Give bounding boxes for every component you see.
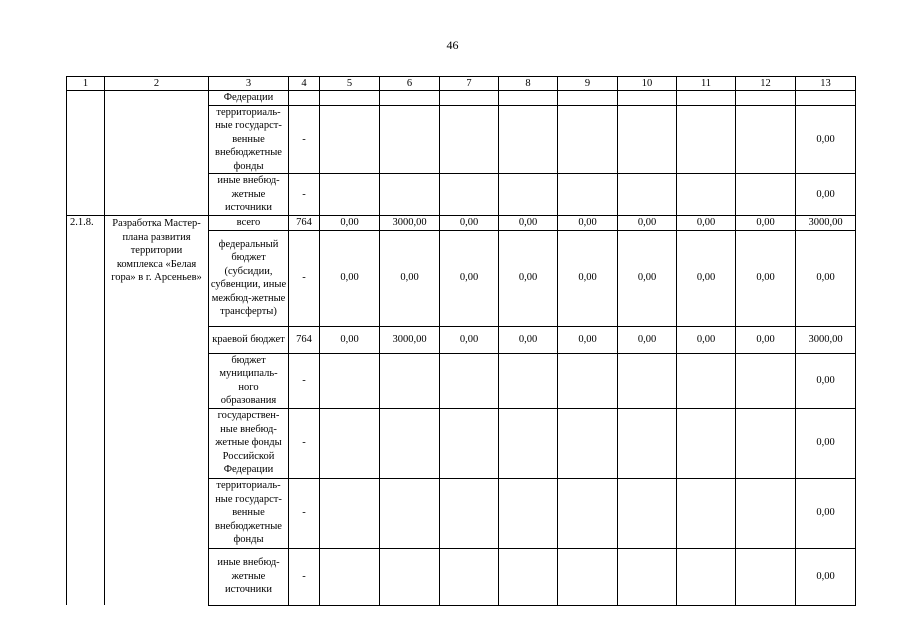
value-cell: 3000,00	[796, 326, 856, 353]
value-cell: 0,00	[796, 105, 856, 174]
column-header: 7	[440, 77, 499, 91]
value-cell: -	[289, 174, 320, 216]
name-cell-empty	[105, 91, 209, 216]
value-cell	[380, 174, 440, 216]
value-cell: 0,00	[677, 230, 736, 326]
value-cell	[320, 353, 380, 408]
value-cell	[736, 91, 796, 106]
value-cell	[499, 478, 558, 548]
value-cell: 0,00	[677, 216, 736, 231]
value-cell	[380, 408, 440, 478]
column-header: 12	[736, 77, 796, 91]
funding-source: иные внебюд-жетные источники	[209, 174, 289, 216]
value-cell	[440, 408, 499, 478]
value-cell	[558, 548, 618, 605]
value-cell: -	[289, 548, 320, 605]
value-cell	[380, 548, 440, 605]
value-cell: 0,00	[499, 326, 558, 353]
value-cell	[618, 478, 677, 548]
value-cell	[677, 548, 736, 605]
value-cell: 0,00	[618, 230, 677, 326]
table-row	[67, 216, 856, 231]
value-cell	[320, 478, 380, 548]
funding-source: краевой бюджет	[209, 326, 289, 353]
value-cell	[380, 91, 440, 106]
value-cell: -	[289, 353, 320, 408]
value-cell: 0,00	[499, 216, 558, 231]
value-cell: 764	[289, 326, 320, 353]
value-cell	[440, 174, 499, 216]
value-cell	[736, 548, 796, 605]
column-header: 3	[209, 77, 289, 91]
column-header: 2	[105, 77, 209, 91]
value-cell	[677, 105, 736, 174]
value-cell: 0,00	[796, 408, 856, 478]
value-cell	[677, 91, 736, 106]
funding-source: федеральный бюджет (субсидии, субвенции, иные межбюд-жетные трансферты)	[209, 230, 289, 326]
value-cell	[499, 174, 558, 216]
value-cell	[558, 353, 618, 408]
funding-source: государствен-ные внебюд-жетные фонды Российской Федерации	[209, 408, 289, 478]
funding-source: территориаль-ные государст-венные внебюджетные фонды	[209, 478, 289, 548]
value-cell	[677, 408, 736, 478]
value-cell: 0,00	[499, 230, 558, 326]
value-cell	[558, 91, 618, 106]
value-cell: 3000,00	[796, 216, 856, 231]
funding-source: иные внебюд-жетные источники	[209, 548, 289, 605]
page-number: 46	[446, 38, 459, 52]
value-cell	[320, 105, 380, 174]
value-cell	[618, 105, 677, 174]
value-cell: 0,00	[618, 326, 677, 353]
value-cell	[618, 174, 677, 216]
value-cell	[380, 353, 440, 408]
value-cell	[618, 353, 677, 408]
value-cell: 0,00	[796, 174, 856, 216]
value-cell	[440, 105, 499, 174]
funding-source: территориаль-ные государст-венные внебюджетные фонды	[209, 105, 289, 174]
value-cell	[736, 478, 796, 548]
column-header: 5	[320, 77, 380, 91]
value-cell	[558, 408, 618, 478]
value-cell	[499, 548, 558, 605]
value-cell	[558, 174, 618, 216]
value-cell	[618, 408, 677, 478]
value-cell: -	[289, 230, 320, 326]
value-cell: 0,00	[440, 326, 499, 353]
value-cell	[320, 174, 380, 216]
value-cell: 0,00	[618, 216, 677, 231]
column-header: 11	[677, 77, 736, 91]
funding-source: бюджет муниципаль-ного образования	[209, 353, 289, 408]
value-cell: 0,00	[440, 216, 499, 231]
value-cell: -	[289, 105, 320, 174]
column-header: 13	[796, 77, 856, 91]
value-cell: 0,00	[736, 230, 796, 326]
funding-source: всего	[209, 216, 289, 231]
value-cell	[736, 408, 796, 478]
value-cell: 0,00	[736, 326, 796, 353]
funding-source: Федерации	[209, 91, 289, 106]
value-cell: 0,00	[796, 353, 856, 408]
column-header: 8	[499, 77, 558, 91]
item-code: 2.1.8.	[67, 216, 105, 606]
value-cell: 0,00	[677, 326, 736, 353]
column-header: 9	[558, 77, 618, 91]
value-cell	[736, 353, 796, 408]
value-cell	[499, 408, 558, 478]
value-cell	[289, 91, 320, 106]
code-cell-empty	[67, 91, 105, 216]
value-cell: 0,00	[558, 216, 618, 231]
value-cell	[440, 91, 499, 106]
value-cell	[320, 91, 380, 106]
value-cell	[736, 174, 796, 216]
value-cell: 764	[289, 216, 320, 231]
column-header: 10	[618, 77, 677, 91]
value-cell	[677, 353, 736, 408]
value-cell	[677, 478, 736, 548]
value-cell	[320, 548, 380, 605]
table-row	[67, 91, 856, 106]
value-cell: 3000,00	[380, 216, 440, 231]
value-cell: 0,00	[558, 326, 618, 353]
column-header: 4	[289, 77, 320, 91]
value-cell: 0,00	[320, 216, 380, 231]
budget-table	[66, 76, 856, 606]
value-cell	[618, 548, 677, 605]
value-cell: 0,00	[558, 230, 618, 326]
value-cell	[677, 174, 736, 216]
value-cell: 0,00	[796, 478, 856, 548]
value-cell	[558, 105, 618, 174]
value-cell: 0,00	[440, 230, 499, 326]
value-cell	[499, 353, 558, 408]
value-cell	[440, 548, 499, 605]
value-cell	[440, 478, 499, 548]
value-cell: 0,00	[320, 230, 380, 326]
value-cell	[380, 105, 440, 174]
value-cell	[380, 478, 440, 548]
value-cell	[320, 408, 380, 478]
table-body	[67, 77, 856, 606]
column-header: 1	[67, 77, 105, 91]
value-cell	[796, 91, 856, 106]
value-cell: -	[289, 408, 320, 478]
value-cell: 0,00	[320, 326, 380, 353]
column-header: 6	[380, 77, 440, 91]
item-name: Разработка Мастер-плана развития территории комплекса «Белая гора» в г. Арсеньев»	[105, 216, 209, 606]
value-cell: -	[289, 478, 320, 548]
value-cell	[736, 105, 796, 174]
value-cell: 3000,00	[380, 326, 440, 353]
value-cell	[440, 353, 499, 408]
column-header-row	[67, 77, 856, 91]
value-cell: 0,00	[796, 230, 856, 326]
value-cell: 0,00	[380, 230, 440, 326]
value-cell: 0,00	[736, 216, 796, 231]
value-cell	[499, 105, 558, 174]
value-cell: 0,00	[796, 548, 856, 605]
value-cell	[618, 91, 677, 106]
value-cell	[499, 91, 558, 106]
value-cell	[558, 478, 618, 548]
